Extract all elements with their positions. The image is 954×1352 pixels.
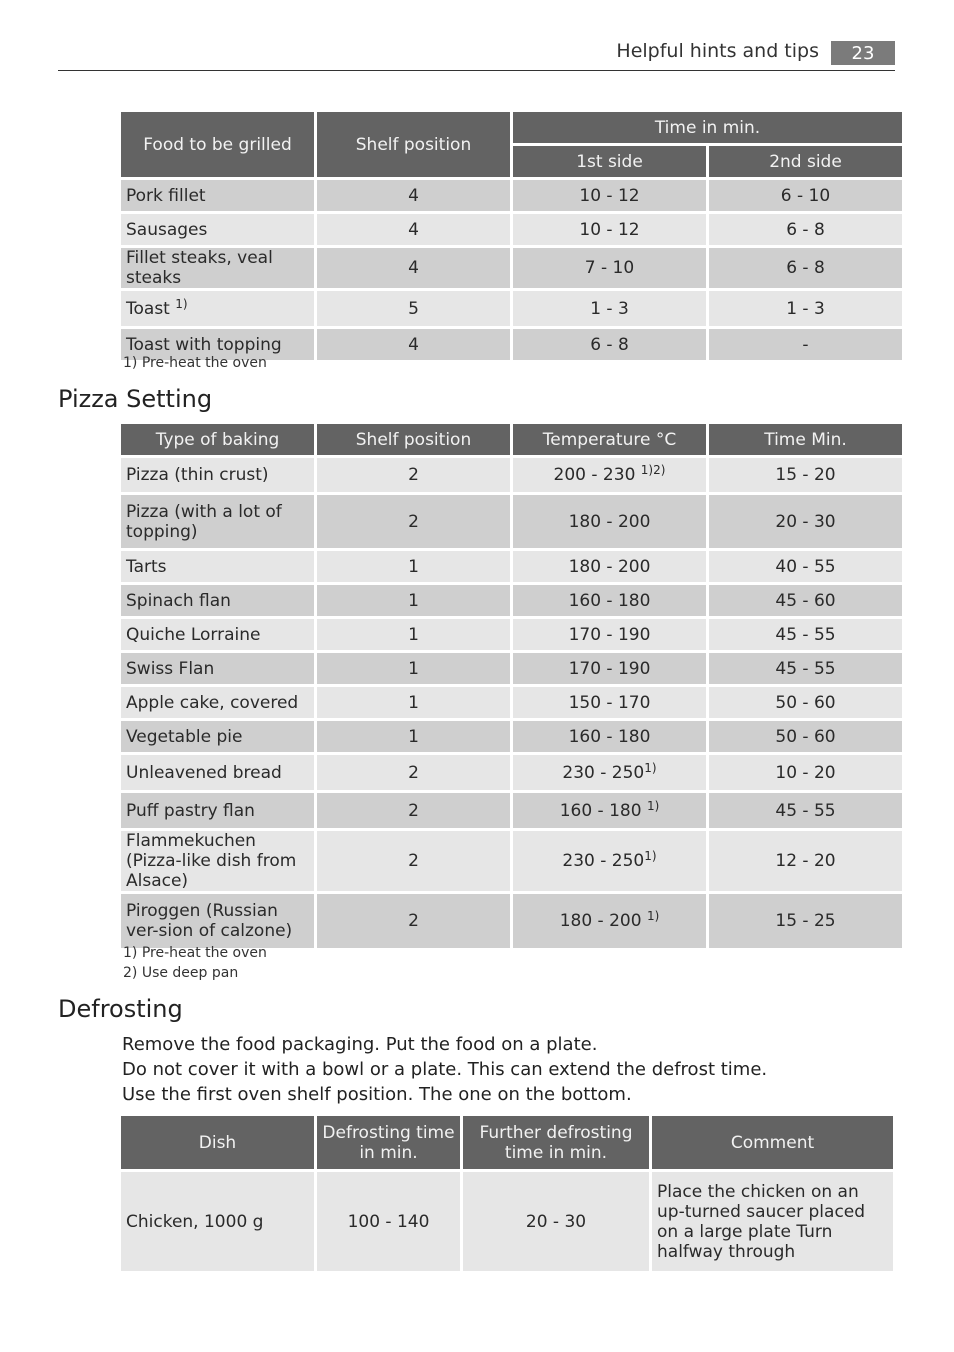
pizza-temp-cell	[513, 831, 706, 891]
pizza-header-shelf: Shelf position	[317, 424, 510, 455]
pizza-temp-cell	[513, 793, 706, 828]
pizza-temp: 160 - 180	[559, 800, 647, 821]
table-row	[121, 721, 902, 752]
table-row	[121, 585, 902, 616]
pizza-shelf: 1	[317, 585, 510, 616]
pizza-temp: 160 - 180	[513, 721, 706, 752]
pizza-time: 45 - 60	[709, 585, 902, 616]
grill-side1: 10 - 12	[513, 214, 706, 245]
pizza-type: Pizza (with a lot of topping)	[121, 495, 314, 548]
grill-shelf: 4	[317, 214, 510, 245]
pizza-time: 10 - 20	[709, 755, 902, 790]
table-row	[121, 793, 902, 828]
pizza-time: 45 - 55	[709, 619, 902, 650]
pizza-type: Puff pastry flan	[121, 793, 314, 828]
pizza-shelf: 1	[317, 619, 510, 650]
pizza-type: Quiche Lorraine	[121, 619, 314, 650]
table-row	[121, 894, 902, 948]
pizza-shelf: 1	[317, 687, 510, 718]
table-row	[121, 180, 902, 211]
grill-side2: -	[709, 329, 902, 360]
table-row	[121, 214, 902, 245]
defrost-comment: Place the chicken on an up-turned saucer placed on a large plate Turn halfway through	[652, 1172, 893, 1271]
defrost-header-time: Defrosting time in min.	[317, 1116, 460, 1169]
footnote-marker: 1)	[644, 760, 657, 775]
pizza-temp: 180 - 200	[513, 551, 706, 582]
pizza-type: Flammekuchen (Pizza-like dish from Alsace)	[121, 831, 314, 891]
pizza-temp-cell	[513, 894, 706, 948]
pizza-type: Vegetable pie	[121, 721, 314, 752]
defrost-table	[118, 1113, 896, 1274]
grill-header-side2: 2nd side	[709, 146, 902, 177]
defrost-dish: Chicken, 1000 g	[121, 1172, 314, 1271]
pizza-type: Apple cake, covered	[121, 687, 314, 718]
grill-food: Fillet steaks, veal steaks	[121, 248, 314, 288]
pizza-type: Unleavened bread	[121, 755, 314, 790]
defrosting-section-title: Defrosting	[58, 995, 183, 1023]
pizza-temp: 230 - 250	[562, 851, 645, 871]
pizza-time: 50 - 60	[709, 687, 902, 718]
footnote-marker: 1)	[175, 296, 188, 311]
pizza-temp: 180 - 200	[559, 911, 647, 931]
pizza-temp: 170 - 190	[513, 619, 706, 650]
grill-table	[118, 109, 905, 363]
pizza-type: Piroggen (Russian ver-sion of calzone)	[121, 894, 314, 948]
table-row	[121, 495, 902, 548]
grill-header-time: Time in min.	[513, 112, 902, 143]
pizza-temp-cell	[513, 755, 706, 790]
grill-shelf: 5	[317, 291, 510, 326]
pizza-time: 20 - 30	[709, 495, 902, 548]
pizza-time: 15 - 20	[709, 458, 902, 492]
pizza-temp: 200 - 230	[553, 465, 641, 485]
table-row	[121, 248, 902, 288]
grill-shelf: 4	[317, 329, 510, 360]
defrost-time: 100 - 140	[317, 1172, 460, 1271]
footnote-marker: 1)	[644, 849, 657, 863]
pizza-temp: 230 - 250	[562, 762, 645, 783]
defrosting-paragraph: Remove the food packaging. Put the food on a plate.	[122, 1034, 598, 1055]
table-row	[121, 1172, 893, 1271]
defrosting-paragraph: Do not cover it with a bowl or a plate. This can extend the defrost time.	[122, 1059, 768, 1080]
pizza-type: Pizza (thin crust)	[121, 458, 314, 492]
grill-side1: 6 - 8	[513, 329, 706, 360]
defrosting-paragraph: Use the first oven shelf position. The one on the bottom.	[122, 1084, 632, 1105]
pizza-table	[118, 421, 905, 951]
pizza-header-temp: Temperature °C	[513, 424, 706, 455]
pizza-time: 45 - 55	[709, 653, 902, 684]
grill-footnote: 1) Pre-heat the oven	[123, 355, 267, 371]
grill-side1: 1 - 3	[513, 291, 706, 326]
pizza-type: Spinach flan	[121, 585, 314, 616]
pizza-shelf: 2	[317, 755, 510, 790]
grill-side2: 6 - 8	[709, 214, 902, 245]
defrost-header-dish: Dish	[121, 1116, 314, 1169]
table-row	[121, 831, 902, 891]
page-header	[58, 36, 895, 71]
pizza-shelf: 1	[317, 551, 510, 582]
grill-side2: 6 - 10	[709, 180, 902, 211]
grill-header-shelf: Shelf position	[317, 112, 510, 177]
footnote-marker: 1)	[646, 798, 660, 813]
grill-food-cell	[121, 291, 314, 326]
grill-side1: 10 - 12	[513, 180, 706, 211]
pizza-temp: 170 - 190	[513, 653, 706, 684]
pizza-section-title: Pizza Setting	[58, 385, 213, 413]
pizza-temp: 150 - 170	[513, 687, 706, 718]
pizza-shelf: 2	[317, 458, 510, 492]
grill-shelf: 4	[317, 180, 510, 211]
table-row	[121, 619, 902, 650]
pizza-type: Tarts	[121, 551, 314, 582]
pizza-header-time: Time Min.	[709, 424, 902, 455]
pizza-footnote-2: 2) Use deep pan	[123, 965, 239, 981]
grill-side2: 1 - 3	[709, 291, 902, 326]
grill-side1: 7 - 10	[513, 248, 706, 288]
pizza-temp: 180 - 200	[513, 495, 706, 548]
pizza-header-type: Type of baking	[121, 424, 314, 455]
pizza-time: 12 - 20	[709, 831, 902, 891]
grill-header-side1: 1st side	[513, 146, 706, 177]
grill-header-food: Food to be grilled	[121, 112, 314, 177]
pizza-temp-cell	[513, 458, 706, 492]
pizza-shelf: 1	[317, 653, 510, 684]
grill-food: Sausages	[121, 214, 314, 245]
table-row	[121, 551, 902, 582]
pizza-time: 45 - 55	[709, 793, 902, 828]
grill-food: Pork fillet	[121, 180, 314, 211]
grill-side2: 6 - 8	[709, 248, 902, 288]
pizza-shelf: 2	[317, 894, 510, 948]
pizza-shelf: 2	[317, 495, 510, 548]
table-row	[121, 291, 902, 326]
pizza-shelf: 2	[317, 793, 510, 828]
defrost-further: 20 - 30	[463, 1172, 649, 1271]
pizza-shelf: 1	[317, 721, 510, 752]
pizza-footnote-1: 1) Pre-heat the oven	[123, 945, 267, 961]
pizza-type: Swiss Flan	[121, 653, 314, 684]
table-row	[121, 653, 902, 684]
pizza-time: 15 - 25	[709, 894, 902, 948]
page-number: 23	[831, 41, 895, 65]
footnote-marker: 1)2)	[640, 463, 666, 477]
defrost-header-comment: Comment	[652, 1116, 893, 1169]
pizza-temp: 160 - 180	[513, 585, 706, 616]
defrost-header-further: Further defrosting time in min.	[463, 1116, 649, 1169]
pizza-shelf: 2	[317, 831, 510, 891]
grill-shelf: 4	[317, 248, 510, 288]
pizza-time: 50 - 60	[709, 721, 902, 752]
pizza-time: 40 - 55	[709, 551, 902, 582]
grill-food: Toast	[126, 298, 170, 319]
grill-food: Toast with topping	[121, 329, 314, 360]
footnote-marker: 1)	[646, 909, 660, 923]
table-row	[121, 458, 902, 492]
header-title: Helpful hints and tips	[616, 40, 819, 62]
table-row	[121, 687, 902, 718]
table-row	[121, 755, 902, 790]
